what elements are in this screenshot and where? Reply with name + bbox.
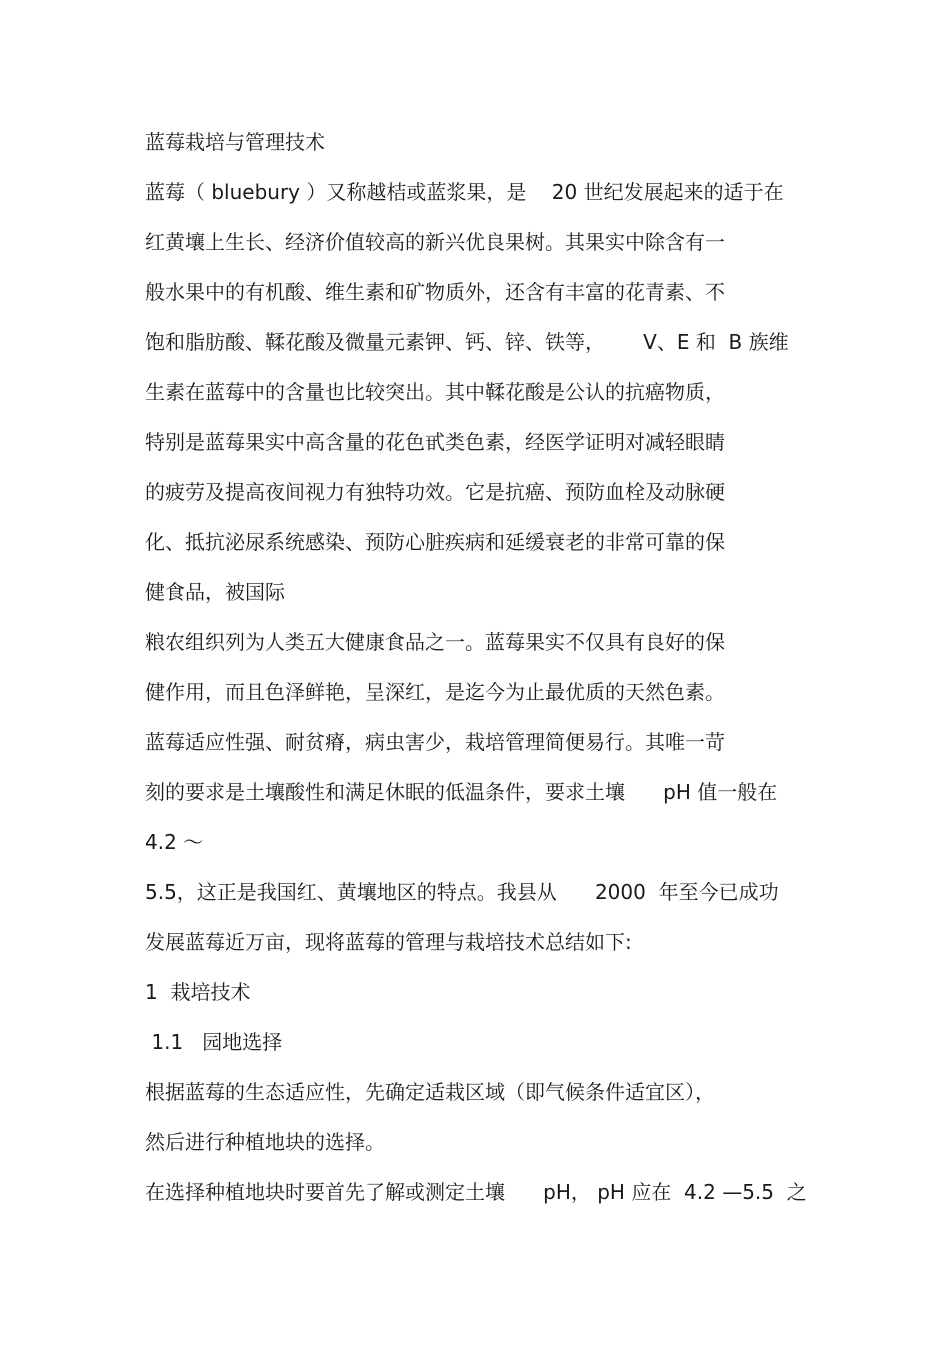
body-line: 根据蓝莓的生态适应性，先确定适栽区域（即气候条件适宜区）， [145, 1080, 715, 1104]
body-line: 化、抵抗泌尿系统感染、预防心脏疾病和延缓衰老的非常可靠的保 [145, 530, 725, 554]
subsection-heading: 1.1 园地选择 [145, 1030, 283, 1054]
body-line: 饱和脂肪酸、鞣花酸及微量元素钾、钙、锌、铁等， V、E 和 B 族维 [145, 330, 789, 354]
body-line: 5.5，这正是我国红、黄壤地区的特点。我县从 2000 年至今已成功 [145, 880, 779, 904]
body-line: 生素在蓝莓中的含量也比较突出。其中鞣花酸是公认的抗癌物质， [145, 380, 725, 404]
body-line: 的疲劳及提高夜间视力有独特功效。它是抗癌、预防血栓及动脉硬 [145, 480, 725, 504]
body-line: 发展蓝莓近万亩，现将蓝莓的管理与栽培技术总结如下: [145, 930, 632, 954]
body-line: 蓝莓适应性强、耐贫瘠，病虫害少，栽培管理简便易行。其唯一苛 [145, 730, 725, 754]
body-line: 刻的要求是土壤酸性和满足休眠的低温条件，要求土壤 pH 值一般在 [145, 780, 778, 804]
body-line: 般水果中的有机酸、维生素和矿物质外，还含有丰富的花青素、不 [145, 280, 725, 304]
body-line: 特别是蓝莓果实中高含量的花色甙类色素，经医学证明对减轻眼睛 [145, 430, 725, 454]
body-line: 4.2 ～ [145, 830, 204, 854]
section-heading: 1 栽培技术 [145, 980, 251, 1004]
body-line: 粮农组织列为人类五大健康食品之一。蓝莓果实不仅具有良好的保 [145, 630, 725, 654]
body-line: 健作用，而且色泽鲜艳，呈深红，是迄今为止最优质的天然色素。 [145, 680, 725, 704]
document-title: 蓝莓栽培与管理技术 [145, 130, 325, 154]
body-line: 健食品，被国际 [145, 580, 285, 604]
body-line: 红黄壤上生长、经济价值较高的新兴优良果树。其果实中除含有一 [145, 230, 725, 254]
body-line: 然后进行种植地块的选择。 [145, 1130, 385, 1154]
body-line: 蓝莓（ bluebury ）又称越桔或蓝浆果，是 20 世纪发展起来的适于在 [145, 180, 784, 204]
body-line: 在选择种植地块时要首先了解或测定土壤 pH， pH 应在 4.2 —5.5 之 [145, 1180, 807, 1204]
